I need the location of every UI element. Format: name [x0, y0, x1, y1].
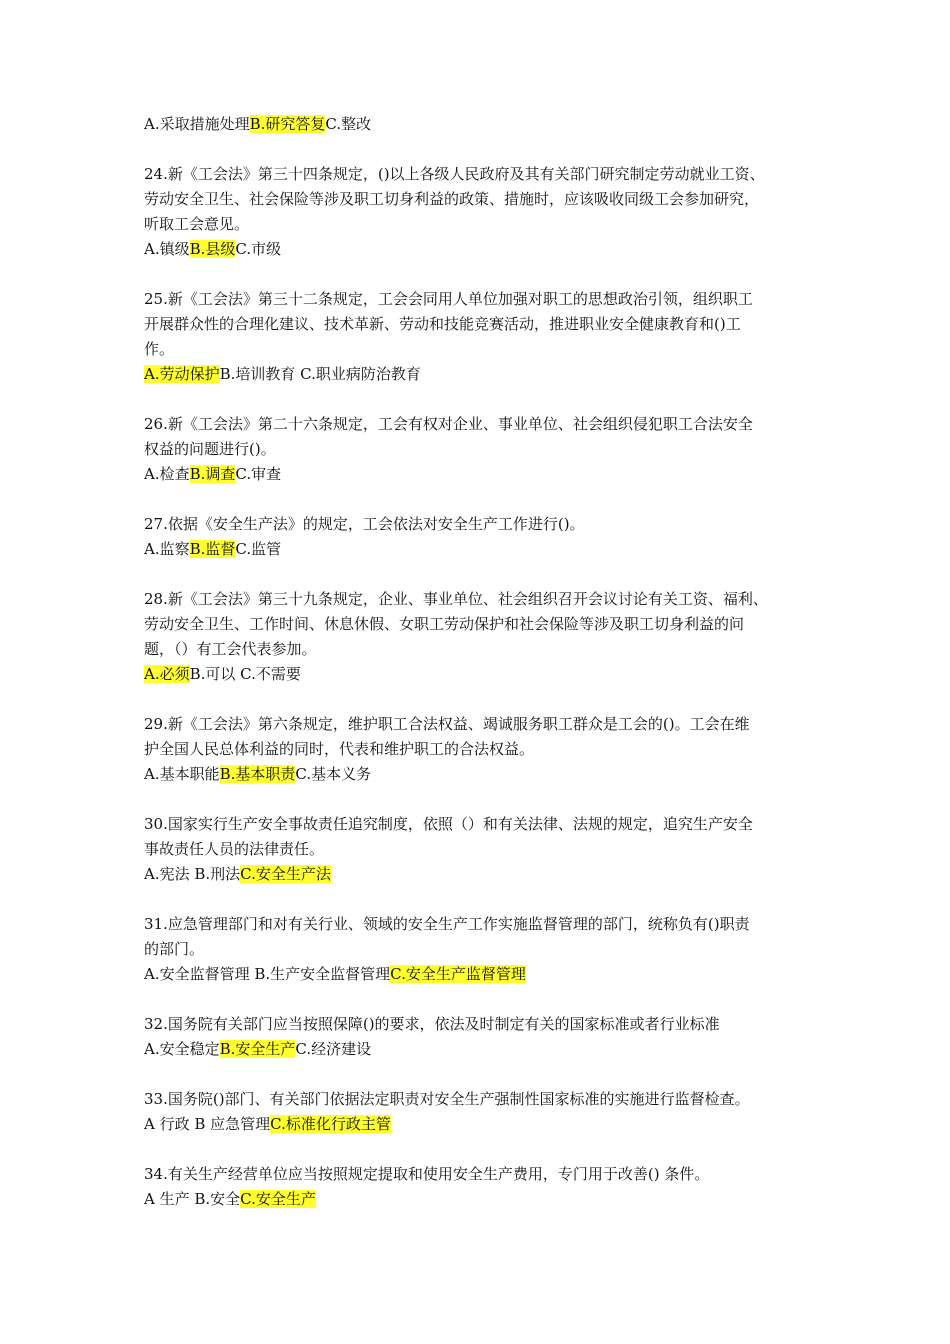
- question-block: [144, 162, 814, 262]
- answer-option: C.整改: [325, 115, 372, 133]
- options-line: [144, 1037, 814, 1062]
- answer-option: B 应急管理: [189, 1115, 271, 1133]
- answer-option-highlighted: A.劳动保护: [144, 365, 220, 383]
- answer-option: C.审查: [235, 465, 282, 483]
- question-block: [144, 1087, 814, 1137]
- answer-option-highlighted: C.标准化行政主管: [270, 1115, 391, 1133]
- answer-option-highlighted: C.安全生产监督管理: [390, 965, 526, 983]
- options-line: [144, 362, 814, 387]
- answer-option: A.安全稳定: [144, 1040, 220, 1058]
- options-line: [144, 237, 814, 262]
- question-text-line: 30.国家实行生产安全事故责任追究制度，依照（）和有关法律、法规的规定，追究生产安全: [144, 815, 753, 833]
- question-text-line: 劳动安全卫生、工作时间、休息休假、女职工劳动保护和社会保险等涉及职工切身利益的问: [144, 615, 745, 633]
- question-block: [144, 412, 814, 487]
- question-text-line: 25.新《工会法》第三十二条规定，工会会同用人单位加强对职工的思想政治引领，组织职工: [144, 290, 753, 308]
- question-text-line: 24.新《工会法》第三十四条规定，()以上各级人民政府及其有关部门研究制定劳动就业工资、: [144, 165, 765, 183]
- answer-option: C.监管: [235, 540, 282, 558]
- question-text-line: 32.国务院有关部门应当按照保障()的要求，依法及时制定有关的国家标准或者行业标准: [144, 1015, 720, 1033]
- options-line: [144, 762, 814, 787]
- options-line: [144, 662, 814, 687]
- answer-option: C.市级: [235, 240, 282, 258]
- question-text-line: 29.新《工会法》第六条规定，维护职工合法权益、竭诚服务职工群众是工会的()。工会在维: [144, 715, 750, 733]
- answer-option: A.检查: [144, 465, 190, 483]
- question-text-line: 33.国务院()部门、有关部门依据法定职责对安全生产强制性国家标准的实施进行监督检查。: [144, 1090, 750, 1108]
- question-text-line: 27.依据《安全生产法》的规定，工会依法对安全生产工作进行()。: [144, 515, 585, 533]
- answer-option: A.安全监督管理: [144, 965, 250, 983]
- answer-option-highlighted: C.安全生产法: [240, 865, 331, 883]
- question-block: [144, 512, 814, 562]
- answer-option-highlighted: B.研究答复: [249, 115, 326, 133]
- answer-option: A.宪法: [144, 865, 190, 883]
- options-line: [144, 537, 814, 562]
- question-block: [144, 1012, 814, 1062]
- answer-option: A 生产: [144, 1190, 190, 1208]
- answer-option-highlighted: B.监督: [189, 540, 236, 558]
- answer-option: C.职业病防治教育: [295, 365, 421, 383]
- question-text-line: 26.新《工会法》第二十六条规定，工会有权对企业、事业单位、社会组织侵犯职工合法安全: [144, 415, 753, 433]
- question-text-line: 作。: [144, 340, 175, 358]
- answer-option: A.镇级: [144, 240, 190, 258]
- answer-option: A.监察: [144, 540, 190, 558]
- question-text-line: 34.有关生产经营单位应当按照规定提取和使用安全生产费用，专门用于改善() 条件。: [144, 1165, 710, 1183]
- options-line: [144, 462, 814, 487]
- answer-option: B.可以: [189, 665, 236, 683]
- question-text-line: 题，（）有工会代表参加。: [144, 640, 317, 658]
- question-block: [144, 587, 814, 687]
- answer-option-highlighted: A.必须: [144, 665, 190, 683]
- question-text-line: 听取工会意见。: [144, 215, 250, 233]
- answer-option: B.刑法: [189, 865, 241, 883]
- question-text-line: 开展群众性的合理化建议、技术革新、劳动和技能竞赛活动，推进职业安全健康教育和()工: [144, 315, 741, 333]
- answer-option: B.生产安全监督管理: [249, 965, 391, 983]
- answer-option: C.基本义务: [295, 765, 372, 783]
- question-block: [144, 912, 814, 987]
- question-text-line: 护全国人民总体利益的同时，代表和维护职工的合法权益。: [144, 740, 535, 758]
- options-line: [144, 1187, 814, 1212]
- document-page: [144, 112, 814, 1237]
- answer-option: A.基本职能: [144, 765, 220, 783]
- answer-option-highlighted: B.调查: [189, 465, 236, 483]
- question-block: [144, 712, 814, 787]
- question-block: [144, 287, 814, 387]
- answer-option-highlighted: C.安全生产: [240, 1190, 316, 1208]
- question-text-line: 的部门。: [144, 940, 205, 958]
- answer-option: B.安全: [189, 1190, 241, 1208]
- options-line: [144, 1112, 814, 1137]
- options-line: [144, 962, 814, 987]
- options-line: [144, 112, 814, 137]
- question-block: [144, 1162, 814, 1212]
- question-block: [144, 112, 814, 137]
- question-text-line: 28.新《工会法》第三十九条规定，企业、事业单位、社会组织召开会议讨论有关工资、福利、: [144, 590, 768, 608]
- answer-option-highlighted: B.安全生产: [219, 1040, 296, 1058]
- answer-option: A.采取措施处理: [144, 115, 250, 133]
- answer-option-highlighted: B.县级: [189, 240, 236, 258]
- options-line: [144, 862, 814, 887]
- question-block: [144, 812, 814, 887]
- question-text-line: 权益的问题进行()。: [144, 440, 276, 458]
- answer-option: B.培训教育: [219, 365, 296, 383]
- question-text-line: 劳动安全卫生、社会保险等涉及职工切身利益的政策、措施时，应该吸收同级工会参加研究，: [144, 190, 760, 208]
- question-text-line: 31.应急管理部门和对有关行业、领域的安全生产工作实施监督管理的部门，统称负有()职责: [144, 915, 750, 933]
- question-text-line: 事故责任人员的法律责任。: [144, 840, 325, 858]
- answer-option-highlighted: B.基本职责: [219, 765, 296, 783]
- answer-option: C.不需要: [235, 665, 301, 683]
- answer-option: C.经济建设: [295, 1040, 372, 1058]
- answer-option: A 行政: [144, 1115, 190, 1133]
